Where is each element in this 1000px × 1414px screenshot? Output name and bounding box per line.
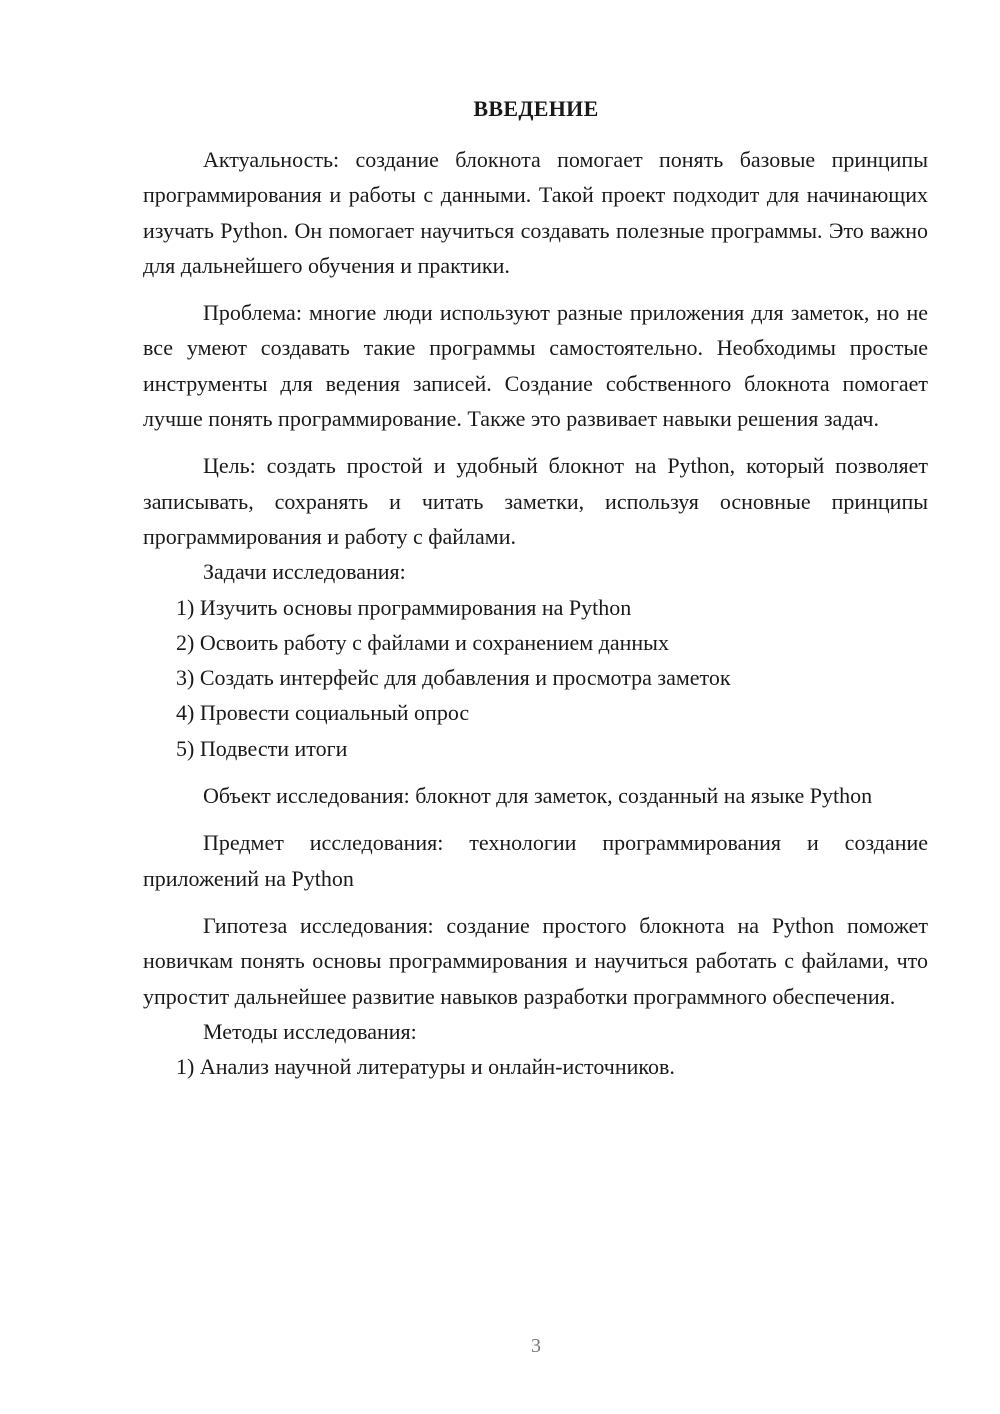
list-item: 5) Подвести итоги <box>176 735 348 761</box>
paragraph-hypothesis: Гипотеза исследования: создание простого блокнота на Python поможет новичкам понять основы программирования и научиться работать с файлами, что упростит дальнейшее развитие навыков разработки программного обеспечения. <box>143 912 928 1009</box>
tasks-heading: Задачи исследования: <box>203 559 406 585</box>
paragraph-goal: Цель: создать простой и удобный блокнот на Python, который позволяет записывать, сохранять и читать заметки, используя основные принципы программирования и работу с файлами. <box>143 453 928 549</box>
list-item: 2) Освоить работу с файлами и сохранением данных <box>176 629 669 655</box>
document-body <box>143 142 928 1084</box>
list-item: 1) Изучить основы программирования на Python <box>176 594 632 620</box>
list-item: 3) Создать интерфейс для добавления и просмотра заметок <box>176 665 731 691</box>
list-item: 4) Провести социальный опрос <box>176 700 470 726</box>
tasks-list <box>143 590 928 766</box>
methods-list <box>143 1049 928 1084</box>
paragraph-object: Объект исследования: блокнот для заметок, созданный на языке Python <box>203 783 873 809</box>
list-item: 1) Анализ научной литературы и онлайн-источников. <box>176 1054 675 1080</box>
page-title: ВВЕДЕНИЕ <box>473 96 599 121</box>
paragraph-problem: Проблема: многие люди используют разные приложения для заметок, но не все умеют создавать такие программы самостоятельно. Необходимы простые инструменты для ведения записей. Создание собственного блокнота помогает лучше понять программирование. Также это развивает навыки решения задач. <box>143 300 928 432</box>
paragraph-subject: Предмет исследования: технологии программирования и создание приложений на Python <box>143 830 928 891</box>
methods-heading: Методы исследования: <box>203 1018 417 1044</box>
page-number: 3 <box>531 1335 541 1357</box>
paragraph-relevance: Актуальность: создание блокнота помогает понять базовые принципы программирования и работы с данными. Такой проект подходит для начинающих изучать Python. Он помогает научиться создавать полезные программы. Это важно для дальнейшего обучения и практики. <box>143 147 928 278</box>
